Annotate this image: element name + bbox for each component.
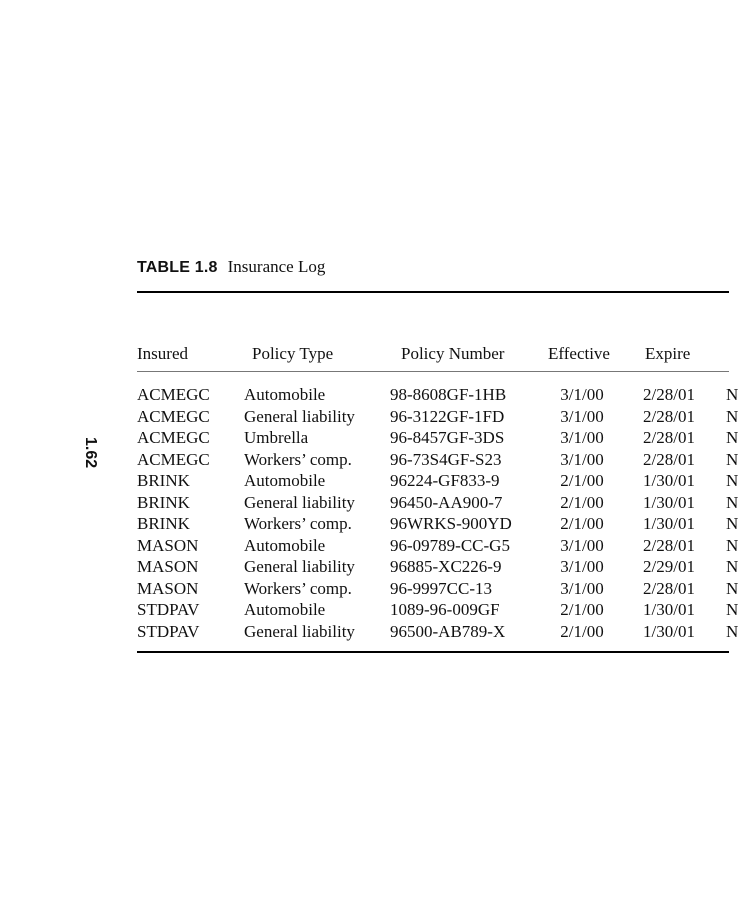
column-header-effective: Effective bbox=[548, 344, 610, 363]
table-row bbox=[0, 513, 738, 535]
cell-expire: 2/29/01 bbox=[643, 557, 695, 576]
cell-policy-type: Automobile bbox=[244, 471, 326, 490]
cell-policy-number: 96-73S4GF-S23 bbox=[390, 449, 502, 469]
cell-policy-number: 96885-XC226-9 bbox=[390, 557, 502, 576]
cell-expire: 2/28/01 bbox=[643, 428, 695, 447]
cell-policy-number: 96224-GF833-9 bbox=[390, 471, 500, 490]
cell-insured: BRINK bbox=[137, 471, 190, 490]
cell-truncated: N bbox=[726, 428, 738, 447]
cell-policy-number: 96-9997CC-13 bbox=[390, 578, 492, 598]
table-bottom-rule bbox=[137, 651, 729, 653]
cell-expire: 1/30/01 bbox=[643, 492, 695, 512]
cell-expire: 2/28/01 bbox=[643, 535, 695, 555]
cell-truncated: N bbox=[726, 621, 738, 641]
cell-insured: ACMEGC bbox=[137, 428, 210, 447]
column-header-expire: Expire bbox=[645, 344, 691, 363]
table-title: Insurance Log bbox=[227, 257, 326, 276]
cell-truncated: N bbox=[726, 578, 738, 598]
cell-policy-number: 1089-96-009GF bbox=[390, 600, 500, 619]
cell-expire: 2/28/01 bbox=[643, 406, 695, 426]
cell-expire: 2/28/01 bbox=[643, 578, 695, 598]
cell-truncated: N bbox=[726, 385, 738, 404]
cell-policy-number: 96-8457GF-3DS bbox=[390, 428, 505, 447]
table-row bbox=[0, 556, 738, 578]
cell-insured: MASON bbox=[137, 557, 199, 576]
cell-effective: 3/1/00 bbox=[560, 535, 604, 555]
cell-expire: 1/30/01 bbox=[643, 621, 695, 641]
cell-policy-number: 96500-AB789-X bbox=[390, 621, 506, 641]
cell-expire: 1/30/01 bbox=[643, 600, 695, 619]
table-row bbox=[0, 427, 738, 449]
cell-truncated: N bbox=[726, 514, 738, 533]
cell-effective: 3/1/00 bbox=[560, 385, 604, 404]
cell-policy-number: 98-8608GF-1HB bbox=[390, 385, 507, 404]
cell-policy-type: Automobile bbox=[244, 385, 326, 404]
table-body bbox=[0, 384, 738, 642]
table-top-rule bbox=[137, 291, 729, 293]
column-header-policy-number: Policy Number bbox=[401, 344, 505, 363]
cell-truncated: N bbox=[726, 471, 738, 490]
cell-insured: BRINK bbox=[137, 492, 190, 512]
cell-insured: STDPAV bbox=[137, 621, 200, 641]
cell-truncated: N bbox=[726, 406, 738, 426]
cell-insured: ACMEGC bbox=[137, 406, 210, 426]
table-row bbox=[0, 492, 738, 514]
cell-policy-number: 96-09789-CC-G5 bbox=[390, 535, 510, 555]
cell-truncated: N bbox=[726, 600, 738, 619]
table-row bbox=[0, 599, 738, 621]
cell-expire: 2/28/01 bbox=[643, 385, 695, 404]
cell-insured: MASON bbox=[137, 535, 199, 555]
cell-effective: 3/1/00 bbox=[560, 557, 604, 576]
cell-policy-type: Umbrella bbox=[244, 428, 309, 447]
cell-truncated: N bbox=[726, 535, 738, 555]
page-number: 1.62 bbox=[82, 437, 99, 469]
cell-policy-type: General liability bbox=[244, 557, 355, 576]
table-label: TABLE 1.8 bbox=[137, 259, 218, 276]
cell-effective: 3/1/00 bbox=[560, 578, 604, 598]
cell-policy-type: General liability bbox=[244, 492, 355, 512]
cell-policy-type: Automobile bbox=[244, 535, 326, 555]
cell-policy-type: General liability bbox=[244, 621, 355, 641]
cell-insured: STDPAV bbox=[137, 600, 200, 619]
table-row bbox=[0, 449, 738, 471]
cell-policy-number: 96WRKS-900YD bbox=[390, 514, 512, 533]
table-header-rule bbox=[137, 371, 729, 372]
cell-effective: 2/1/00 bbox=[560, 621, 604, 641]
table-row bbox=[0, 621, 738, 643]
cell-effective: 2/1/00 bbox=[560, 492, 604, 512]
table-row bbox=[0, 406, 738, 428]
cell-policy-type: General liability bbox=[244, 406, 355, 426]
cell-truncated: N bbox=[726, 492, 738, 512]
cell-expire: 2/28/01 bbox=[643, 449, 695, 469]
table-caption bbox=[137, 257, 325, 277]
cell-policy-number: 96450-AA900-7 bbox=[390, 492, 503, 512]
column-header-policy-type: Policy Type bbox=[252, 344, 334, 363]
cell-expire: 1/30/01 bbox=[643, 471, 695, 490]
cell-truncated: N bbox=[726, 557, 738, 576]
table-row bbox=[0, 535, 738, 557]
cell-effective: 3/1/00 bbox=[560, 428, 604, 447]
cell-policy-type: Automobile bbox=[244, 600, 326, 619]
cell-policy-type: Workers’ comp. bbox=[244, 449, 352, 469]
cell-effective: 2/1/00 bbox=[560, 471, 604, 490]
cell-policy-number: 96-3122GF-1FD bbox=[390, 406, 505, 426]
column-header-insured: Insured bbox=[137, 344, 188, 363]
cell-insured: ACMEGC bbox=[137, 449, 210, 469]
cell-effective: 2/1/00 bbox=[560, 514, 604, 533]
table-row bbox=[0, 578, 738, 600]
table-row bbox=[0, 470, 738, 492]
cell-insured: ACMEGC bbox=[137, 385, 210, 404]
cell-effective: 3/1/00 bbox=[560, 449, 604, 469]
cell-policy-type: Workers’ comp. bbox=[244, 578, 352, 598]
cell-effective: 3/1/00 bbox=[560, 406, 604, 426]
cell-insured: BRINK bbox=[137, 514, 190, 533]
cell-effective: 2/1/00 bbox=[560, 600, 604, 619]
cell-insured: MASON bbox=[137, 578, 199, 598]
cell-expire: 1/30/01 bbox=[643, 514, 695, 533]
cell-truncated: N bbox=[726, 449, 738, 469]
table-row bbox=[0, 384, 738, 406]
cell-policy-type: Workers’ comp. bbox=[244, 514, 352, 533]
